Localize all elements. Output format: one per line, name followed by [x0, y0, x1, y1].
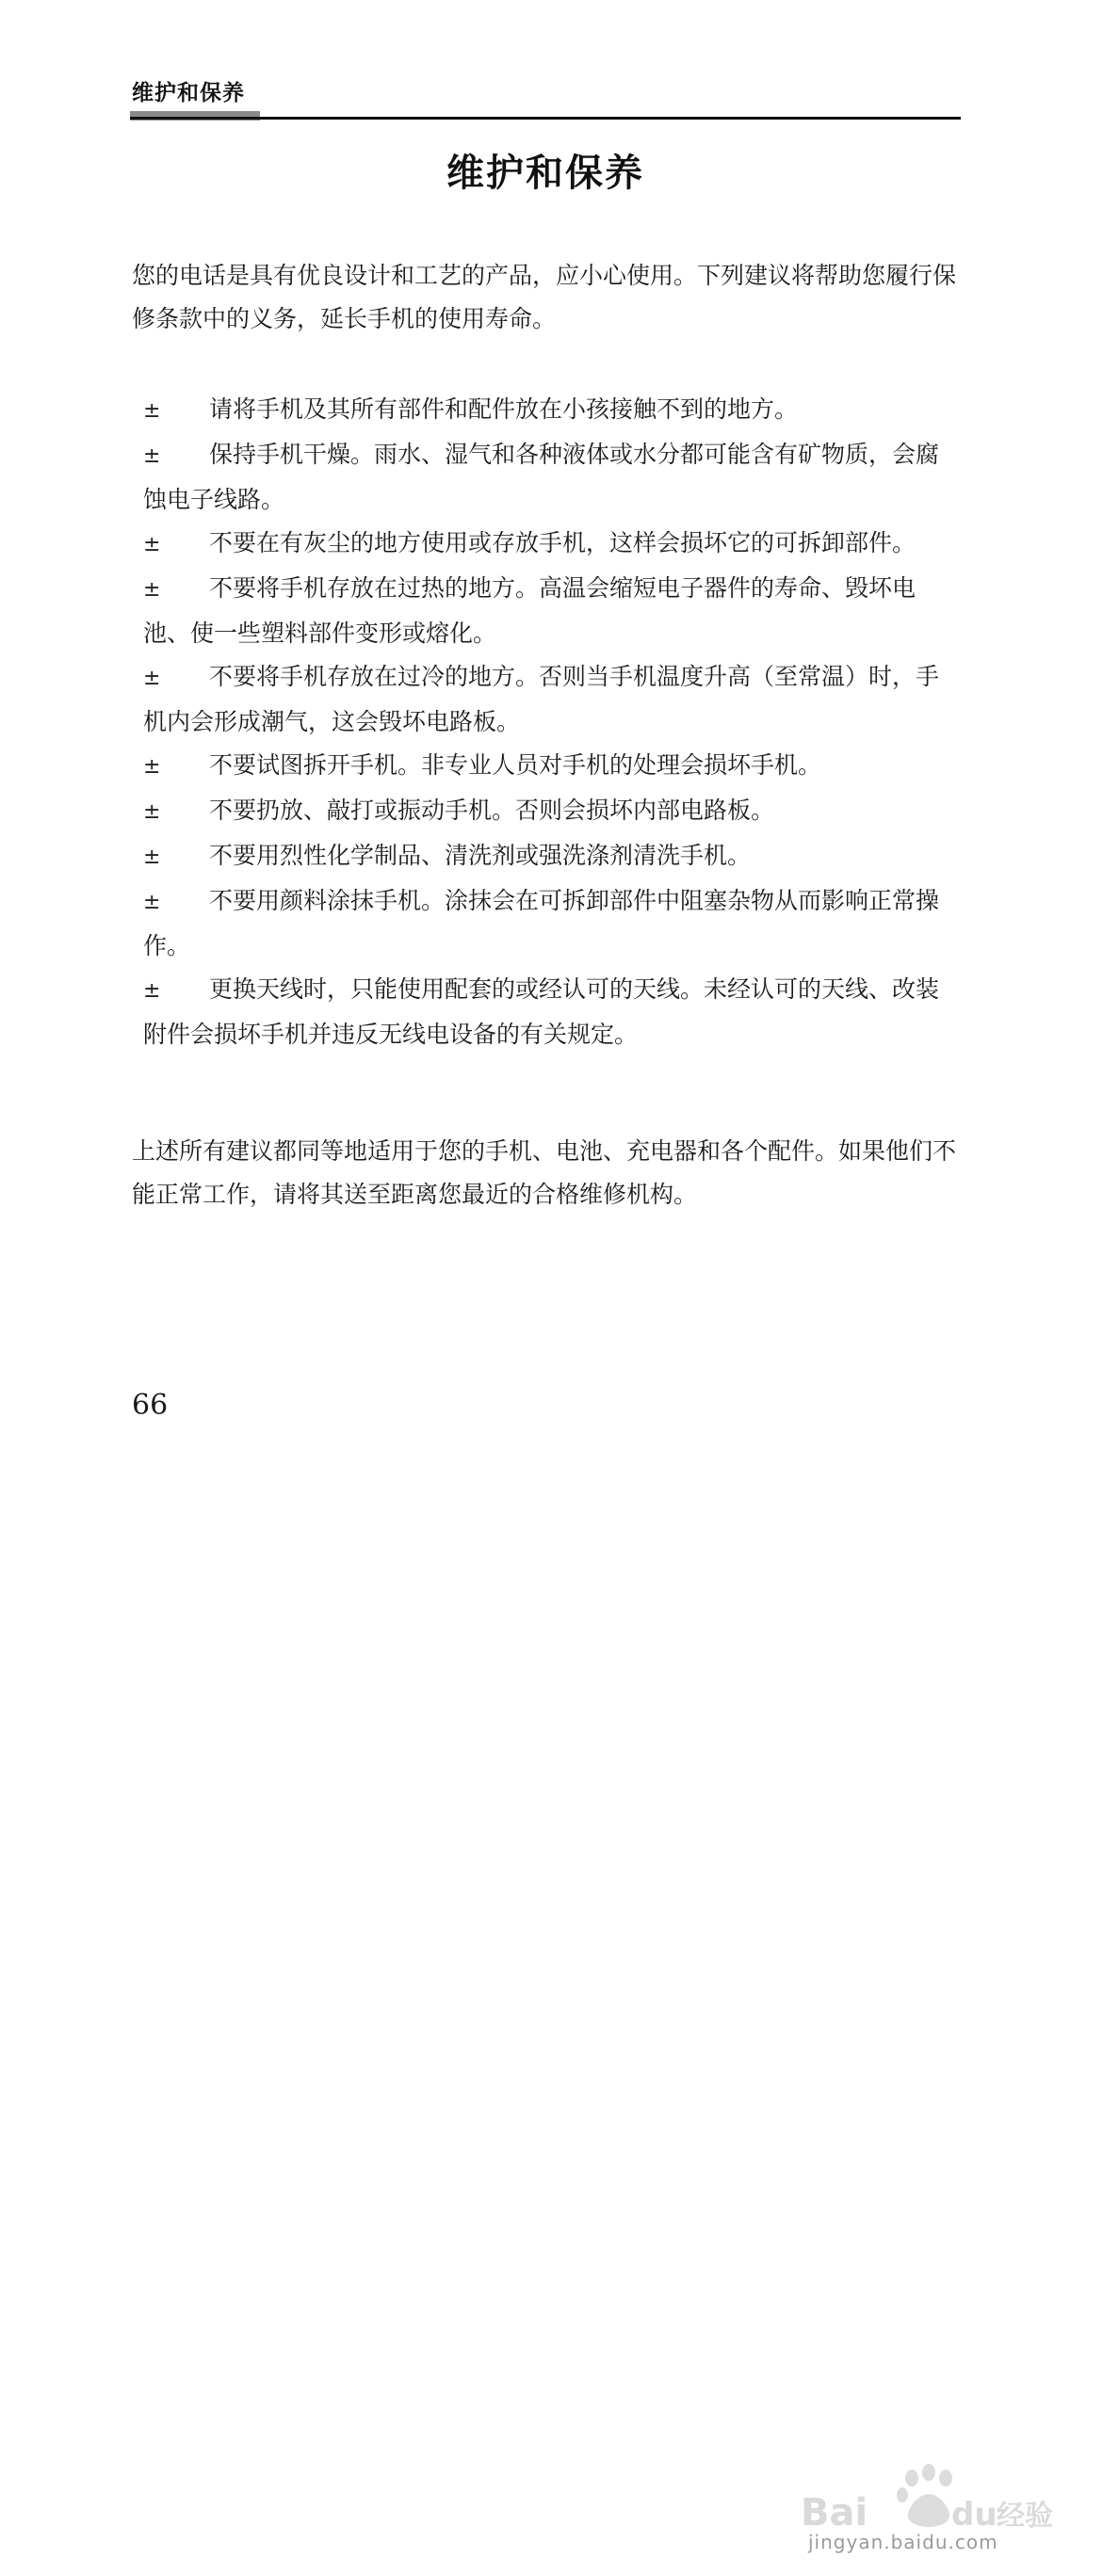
- tip-item: [132, 879, 961, 968]
- bullet-icon: ±: [143, 755, 161, 779]
- svg-text:经验: 经验: [997, 2500, 1053, 2533]
- bullet-icon: ±: [143, 399, 161, 423]
- page-number: 66: [132, 1389, 169, 1422]
- tip-text: 不要在有灰尘的地方使用或存放手机，这样会损坏它的可拆卸部件。: [209, 529, 916, 556]
- tip-text: 不要试图拆开手机。非专业人员对手机的处理会损坏手机。: [209, 751, 822, 779]
- section-label: 维护和保养: [132, 81, 245, 105]
- tip-text: 请将手机及其所有部件和配件放在小孩接触不到的地方。: [209, 395, 799, 423]
- svg-text:Bai: Bai: [801, 2491, 868, 2535]
- bullet-icon: ±: [143, 444, 161, 468]
- tip-item: [132, 522, 961, 567]
- tip-text: 不要用烈性化学制品、清洗剂或强洗涤剂清洗手机。: [209, 842, 752, 869]
- bullet-icon: ±: [143, 533, 161, 556]
- closing-paragraph: 上述所有建议都同等地适用于您的手机、电池、充电器和各个配件。如果他们不能正常工作，请将其送至距离您最近的合格维修机构。: [132, 1137, 957, 1208]
- tip-text: 不要用颜料涂抹手机。涂抹会在可拆卸部件中阻塞杂物从而影响正常操作。: [143, 887, 940, 959]
- bullet-icon: ±: [143, 578, 161, 602]
- tip-item: [132, 968, 961, 1056]
- bullet-icon: ±: [143, 667, 161, 690]
- watermark-url: jingyan.baidu.com: [808, 2531, 998, 2553]
- bullet-icon: ±: [143, 891, 161, 914]
- tip-item: [132, 567, 961, 655]
- bullet-icon: ±: [143, 979, 161, 1003]
- tip-item: [132, 744, 961, 789]
- tip-item: [132, 388, 961, 433]
- tip-text: 不要将手机存放在过冷的地方。否则当手机温度升高（至常温）时，手机内会形成潮气，这会毁坏电路板。: [143, 663, 940, 735]
- tips-list: [132, 388, 961, 1056]
- bullet-icon: ±: [143, 800, 161, 824]
- tip-item: [132, 834, 961, 879]
- tip-text: 更换天线时，只能使用配套的或经认可的天线。未经认可的天线、改装附件会损坏手机并违反无线电设备的有关规定。: [143, 975, 940, 1048]
- bullet-icon: ±: [143, 845, 161, 869]
- page-title: 维护和保养: [446, 152, 644, 195]
- svg-text:du: du: [951, 2496, 997, 2534]
- tip-text: 不要将手机存放在过热的地方。高温会缩短电子器件的寿命、毁坏电池、使一些塑料部件变形或熔化。: [143, 574, 916, 647]
- tip-text: 保持手机干燥。雨水、湿气和各种液体或水分都可能含有矿物质，会腐蚀电子线路。: [143, 441, 940, 513]
- intro-paragraph: 您的电话是具有优良设计和工艺的产品，应小心使用。下列建议将帮助您履行保修条款中的义务，延长手机的使用寿命。: [132, 262, 957, 332]
- tip-item: [132, 433, 961, 522]
- header-rule: [130, 117, 961, 120]
- tip-text: 不要扔放、敲打或振动手机。否则会损坏内部电路板。: [209, 797, 775, 824]
- tip-item: [132, 655, 961, 744]
- tip-item: [132, 789, 961, 834]
